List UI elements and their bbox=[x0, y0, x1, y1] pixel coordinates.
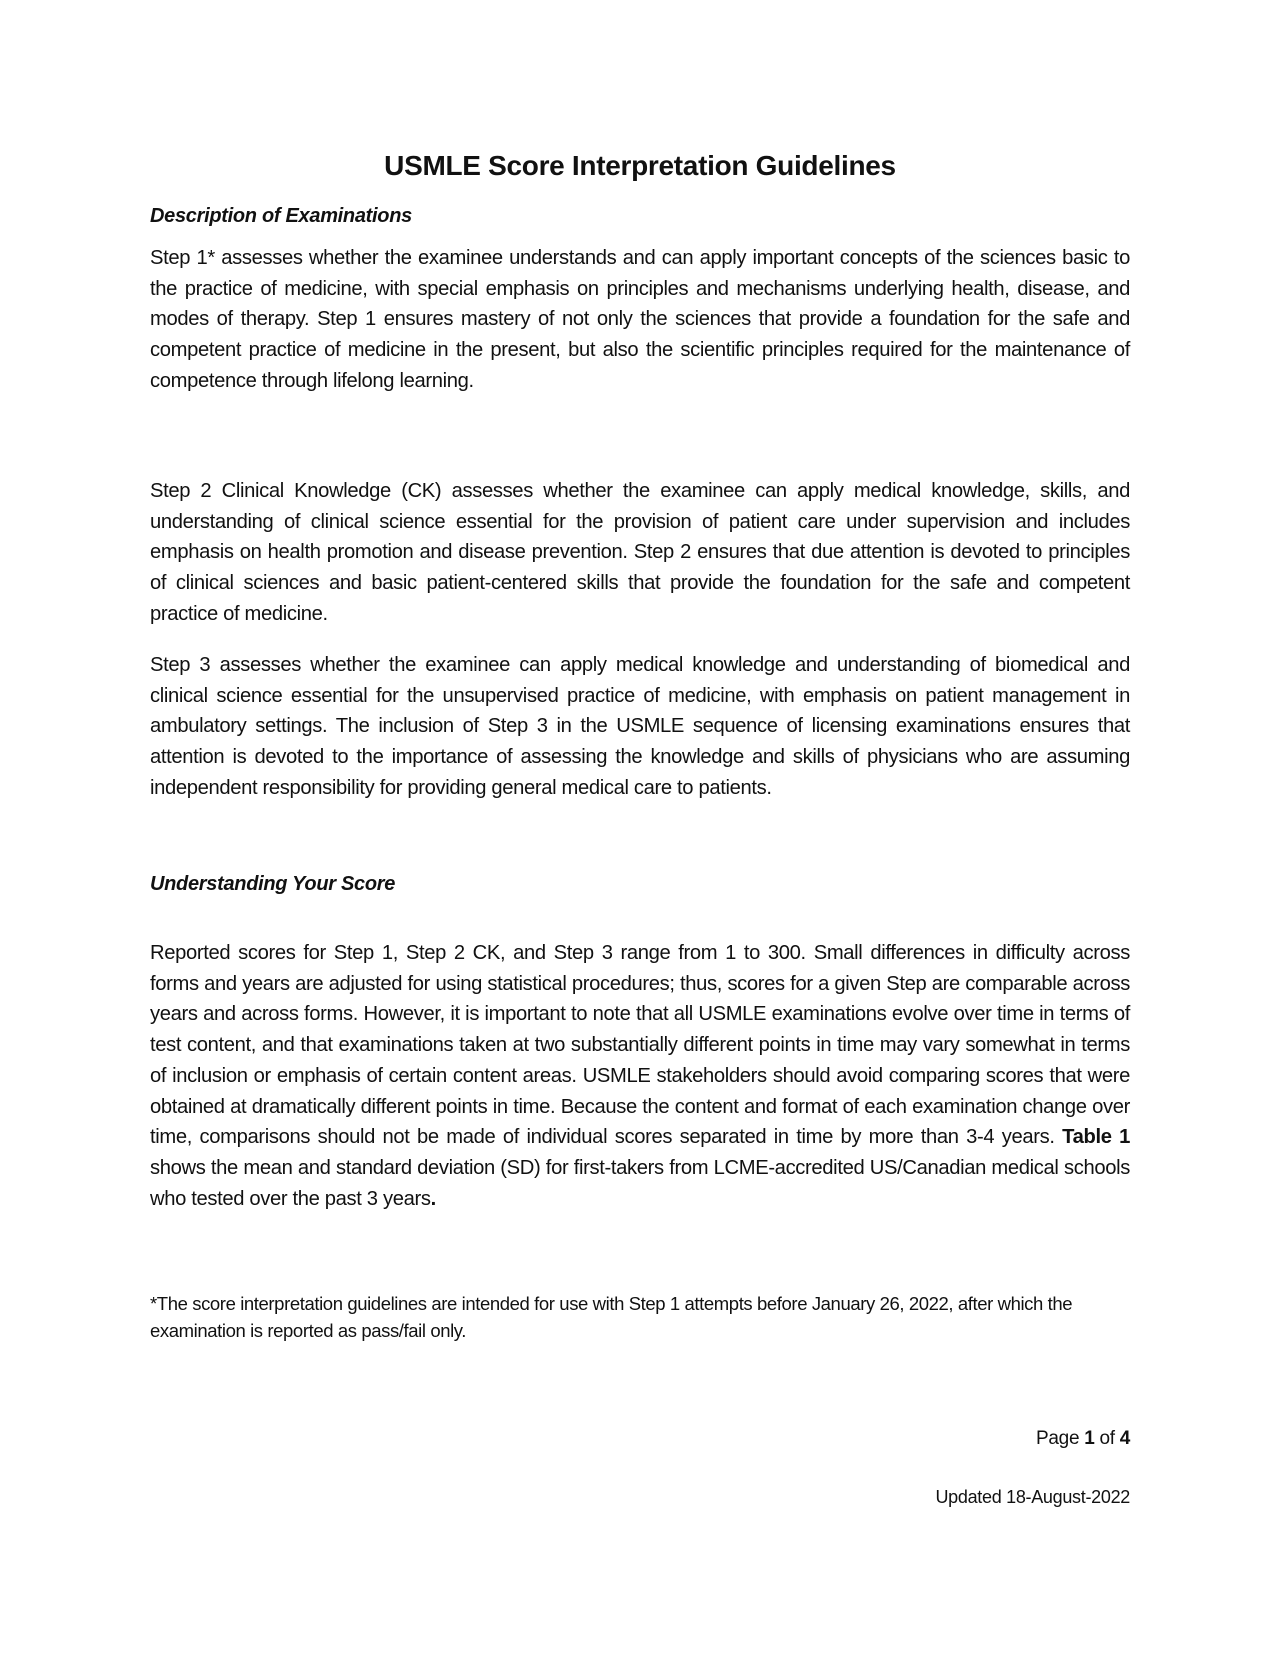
paragraph-step1: Step 1* assesses whether the examinee understands and can apply important concepts of the sciences basic to the practice of medicine, with special emphasis on principles and mechanisms underlying health, disease, and modes of therapy. Step 1 ensures mastery of not only the sciences that provide a foundation for the safe and competent practice of medicine in the present, but also the scientific principles required for the maintenance of competence through lifelong learning. bbox=[150, 247, 1130, 392]
paragraph-text: Reported scores for Step 1, Step 2 CK, and Step 3 range from 1 to 300. Small differences in difficulty across forms and years are adjusted for using statistical procedures; thus, scores for a given Step are comparable across years and across forms. However, it is important to note that all USMLE examinations evolve over time in terms of test content, and that examinations taken at two substantially different points in time may vary somewhat in terms of inclusion or emphasis of certain content areas. USMLE stakeholders should avoid comparing scores that were obtained at dramatically different points in time. Because the content and format of each examination change over time, comparisons should not be made of individual scores separated in time by more than 3-4 years. bbox=[150, 942, 1130, 1149]
updated-date: Updated 18-August-2022 bbox=[935, 1487, 1130, 1507]
page-title: USMLE Score Interpretation Guidelines bbox=[384, 150, 896, 181]
table-reference: Table 1 bbox=[1062, 1126, 1130, 1149]
paragraph-understanding bbox=[150, 938, 1130, 1214]
page-of: of bbox=[1099, 1428, 1115, 1449]
paragraph-step3: Step 3 assesses whether the examinee can apply medical knowledge and understanding of biomedical and clinical science essential for the unsupervised practice of medicine, with emphasis on patient management in ambulatory settings. The inclusion of Step 3 in the USMLE sequence of licensing examinations ensures that attention is devoted to the importance of assessing the knowledge and skills of physicians who are assuming independent responsibility for providing general medical care to patients. bbox=[150, 654, 1130, 799]
page-number bbox=[1036, 1428, 1130, 1450]
footnote: *The score interpretation guidelines are intended for use with Step 1 attempts before January 26, 2022, after which the examination is reported as pass/fail only. bbox=[150, 1293, 1073, 1341]
paragraph-text: shows the mean and standard deviation (SD) for first-takers from LCME-accredited US/Canadian medical schools who tested over the past 3 years bbox=[150, 1156, 1130, 1210]
paragraph-period: . bbox=[430, 1187, 436, 1210]
paragraph-step2: Step 2 Clinical Knowledge (CK) assesses whether the examinee can apply medical knowledge, skills, and understanding of clinical science essential for the provision of patient care under supervision and includes emphasis on health promotion and disease prevention. Step 2 ensures that due attention is devoted to principles of clinical sciences and basic patient-centered skills that provide the foundation for the safe and competent practice of medicine. bbox=[150, 480, 1130, 625]
total-pages: 4 bbox=[1119, 1428, 1130, 1449]
section-heading-description: Description of Examinations bbox=[150, 205, 412, 227]
page-label: Page bbox=[1036, 1428, 1080, 1449]
current-page: 1 bbox=[1084, 1428, 1095, 1449]
section-heading-understanding: Understanding Your Score bbox=[150, 873, 396, 895]
